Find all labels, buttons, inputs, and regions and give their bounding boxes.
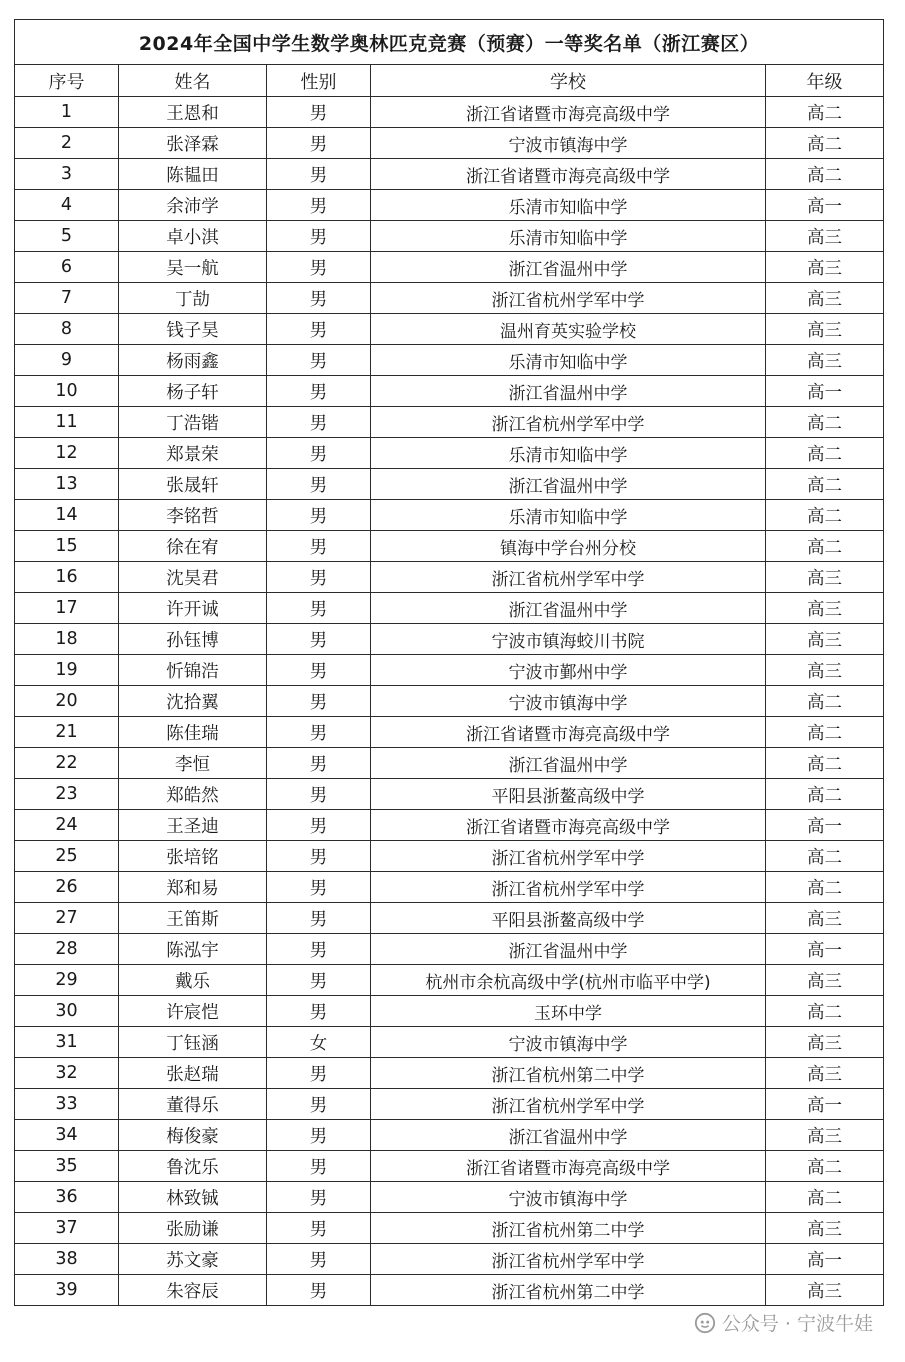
cell-school: 浙江省杭州第二中学 [371,1275,766,1306]
table-row [15,1089,884,1120]
table-row [15,1027,884,1058]
table-row [15,779,884,810]
cell-gender: 男 [267,872,371,903]
column-header-name: 姓名 [119,65,267,97]
table-row [15,996,884,1027]
cell-gender: 男 [267,221,371,252]
cell-grade: 高三 [766,562,884,593]
table-row [15,376,884,407]
cell-grade: 高二 [766,686,884,717]
cell-grade: 高一 [766,376,884,407]
cell-index: 26 [15,872,119,903]
cell-school: 浙江省杭州第二中学 [371,1213,766,1244]
cell-grade: 高二 [766,779,884,810]
cell-grade: 高三 [766,903,884,934]
table-row [15,469,884,500]
cell-grade: 高二 [766,407,884,438]
cell-name: 吴一航 [119,252,267,283]
cell-name: 卓小淇 [119,221,267,252]
cell-name: 沈昊君 [119,562,267,593]
cell-school: 浙江省杭州学军中学 [371,872,766,903]
cell-name: 李恒 [119,748,267,779]
cell-grade: 高三 [766,1058,884,1089]
cell-grade: 高三 [766,655,884,686]
cell-gender: 男 [267,562,371,593]
cell-school: 温州育英实验学校 [371,314,766,345]
cell-index: 18 [15,624,119,655]
cell-gender: 男 [267,1058,371,1089]
cell-name: 董得乐 [119,1089,267,1120]
cell-school: 玉环中学 [371,996,766,1027]
cell-gender: 男 [267,624,371,655]
table-row [15,841,884,872]
cell-school: 浙江省杭州学军中学 [371,1089,766,1120]
cell-school: 浙江省诸暨市海亮高级中学 [371,810,766,841]
cell-gender: 男 [267,1182,371,1213]
cell-gender: 男 [267,407,371,438]
cell-index: 30 [15,996,119,1027]
cell-index: 13 [15,469,119,500]
cell-gender: 男 [267,593,371,624]
cell-index: 8 [15,314,119,345]
cell-gender: 男 [267,810,371,841]
table-row [15,128,884,159]
cell-name: 鲁沈乐 [119,1151,267,1182]
cell-gender: 男 [267,376,371,407]
cell-gender: 男 [267,779,371,810]
cell-name: 张晟轩 [119,469,267,500]
cell-name: 陈泓宇 [119,934,267,965]
cell-school: 浙江省温州中学 [371,376,766,407]
table-row [15,934,884,965]
table-row [15,624,884,655]
cell-school: 乐清市知临中学 [371,190,766,221]
cell-gender: 女 [267,1027,371,1058]
award-table [14,19,884,1306]
cell-grade: 高二 [766,531,884,562]
cell-school: 浙江省杭州学军中学 [371,1244,766,1275]
cell-index: 7 [15,283,119,314]
cell-gender: 男 [267,1089,371,1120]
cell-grade: 高三 [766,1213,884,1244]
cell-gender: 男 [267,1275,371,1306]
cell-school: 宁波市鄞州中学 [371,655,766,686]
cell-name: 郑皓然 [119,779,267,810]
table-row [15,314,884,345]
cell-gender: 男 [267,1151,371,1182]
cell-school: 浙江省温州中学 [371,934,766,965]
cell-school: 浙江省杭州学军中学 [371,407,766,438]
cell-grade: 高三 [766,965,884,996]
cell-name: 王恩和 [119,97,267,128]
cell-gender: 男 [267,965,371,996]
cell-name: 张励谦 [119,1213,267,1244]
cell-name: 陈佳瑞 [119,717,267,748]
cell-gender: 男 [267,748,371,779]
cell-school: 浙江省杭州第二中学 [371,1058,766,1089]
cell-gender: 男 [267,686,371,717]
cell-index: 5 [15,221,119,252]
column-header-gender: 性别 [267,65,371,97]
cell-gender: 男 [267,500,371,531]
cell-school: 宁波市镇海蛟川书院 [371,624,766,655]
cell-name: 余沛学 [119,190,267,221]
cell-name: 沈拾翼 [119,686,267,717]
cell-school: 浙江省诸暨市海亮高级中学 [371,159,766,190]
table-row [15,221,884,252]
cell-index: 23 [15,779,119,810]
column-header-school: 学校 [371,65,766,97]
header-row [15,65,884,97]
cell-grade: 高三 [766,593,884,624]
cell-index: 12 [15,438,119,469]
cell-grade: 高二 [766,159,884,190]
cell-grade: 高二 [766,500,884,531]
cell-school: 宁波市镇海中学 [371,686,766,717]
cell-name: 忻锦浩 [119,655,267,686]
cell-school: 乐清市知临中学 [371,438,766,469]
cell-gender: 男 [267,283,371,314]
cell-index: 6 [15,252,119,283]
cell-name: 杨子轩 [119,376,267,407]
cell-name: 王圣迪 [119,810,267,841]
cell-index: 3 [15,159,119,190]
table-row [15,438,884,469]
cell-name: 孙钰博 [119,624,267,655]
cell-index: 10 [15,376,119,407]
cell-name: 梅俊豪 [119,1120,267,1151]
cell-gender: 男 [267,469,371,500]
cell-name: 丁劼 [119,283,267,314]
cell-index: 9 [15,345,119,376]
cell-gender: 男 [267,903,371,934]
table-body [15,97,884,1306]
cell-index: 4 [15,190,119,221]
cell-index: 32 [15,1058,119,1089]
cell-grade: 高三 [766,1275,884,1306]
cell-index: 34 [15,1120,119,1151]
cell-index: 22 [15,748,119,779]
cell-grade: 高三 [766,1120,884,1151]
cell-grade: 高二 [766,97,884,128]
cell-grade: 高一 [766,1244,884,1275]
cell-name: 钱子昊 [119,314,267,345]
cell-grade: 高二 [766,1151,884,1182]
cell-grade: 高一 [766,190,884,221]
cell-school: 杭州市余杭高级中学(杭州市临平中学) [371,965,766,996]
cell-grade: 高三 [766,345,884,376]
cell-index: 21 [15,717,119,748]
cell-name: 许宸恺 [119,996,267,1027]
table-row [15,748,884,779]
cell-index: 27 [15,903,119,934]
cell-grade: 高三 [766,221,884,252]
cell-name: 杨雨鑫 [119,345,267,376]
cell-name: 朱容辰 [119,1275,267,1306]
table-row [15,252,884,283]
cell-school: 镇海中学台州分校 [371,531,766,562]
cell-name: 郑和易 [119,872,267,903]
cell-index: 37 [15,1213,119,1244]
cell-school: 乐清市知临中学 [371,500,766,531]
cell-index: 20 [15,686,119,717]
cell-index: 28 [15,934,119,965]
cell-index: 14 [15,500,119,531]
table-row [15,1151,884,1182]
cell-name: 林致铖 [119,1182,267,1213]
cell-school: 乐清市知临中学 [371,221,766,252]
cell-index: 39 [15,1275,119,1306]
wechat-official-account-icon [694,1312,716,1334]
cell-index: 36 [15,1182,119,1213]
cell-school: 宁波市镇海中学 [371,1182,766,1213]
column-header-index: 序号 [15,65,119,97]
cell-index: 31 [15,1027,119,1058]
table-row [15,1182,884,1213]
award-list-sheet [14,19,883,1306]
table-row [15,965,884,996]
cell-name: 郑景荣 [119,438,267,469]
table-row [15,97,884,128]
cell-name: 陈韫田 [119,159,267,190]
cell-index: 11 [15,407,119,438]
cell-name: 王笛斯 [119,903,267,934]
cell-index: 15 [15,531,119,562]
cell-grade: 高三 [766,1027,884,1058]
cell-grade: 高二 [766,469,884,500]
cell-index: 25 [15,841,119,872]
cell-index: 35 [15,1151,119,1182]
cell-grade: 高二 [766,128,884,159]
cell-name: 张培铭 [119,841,267,872]
cell-gender: 男 [267,314,371,345]
table-row [15,593,884,624]
cell-school: 平阳县浙鳌高级中学 [371,779,766,810]
table-row [15,1058,884,1089]
cell-gender: 男 [267,128,371,159]
cell-gender: 男 [267,1120,371,1151]
cell-school: 浙江省诸暨市海亮高级中学 [371,717,766,748]
cell-grade: 高二 [766,717,884,748]
cell-grade: 高二 [766,748,884,779]
table-row [15,903,884,934]
cell-name: 许开诚 [119,593,267,624]
table-row [15,1275,884,1306]
cell-school: 浙江省诸暨市海亮高级中学 [371,1151,766,1182]
watermark [688,1307,879,1338]
cell-index: 19 [15,655,119,686]
table-row [15,531,884,562]
cell-grade: 高二 [766,841,884,872]
cell-index: 2 [15,128,119,159]
table-row [15,655,884,686]
cell-gender: 男 [267,531,371,562]
table-row [15,1213,884,1244]
cell-index: 16 [15,562,119,593]
cell-grade: 高二 [766,1182,884,1213]
cell-index: 24 [15,810,119,841]
cell-name: 戴乐 [119,965,267,996]
table-row [15,810,884,841]
table-title: 2024年全国中学生数学奥林匹克竞赛（预赛）一等奖名单（浙江赛区） [15,20,884,65]
cell-school: 宁波市镇海中学 [371,128,766,159]
cell-name: 丁浩锴 [119,407,267,438]
cell-gender: 男 [267,97,371,128]
table-row [15,190,884,221]
cell-grade: 高二 [766,996,884,1027]
cell-gender: 男 [267,1213,371,1244]
cell-grade: 高三 [766,283,884,314]
cell-grade: 高一 [766,810,884,841]
cell-gender: 男 [267,841,371,872]
cell-gender: 男 [267,934,371,965]
cell-gender: 男 [267,159,371,190]
cell-name: 丁钰涵 [119,1027,267,1058]
cell-name: 徐在宥 [119,531,267,562]
cell-school: 乐清市知临中学 [371,345,766,376]
cell-school: 浙江省杭州学军中学 [371,283,766,314]
cell-school: 浙江省温州中学 [371,593,766,624]
cell-name: 李铭哲 [119,500,267,531]
cell-gender: 男 [267,252,371,283]
cell-gender: 男 [267,655,371,686]
table-row [15,345,884,376]
table-row [15,159,884,190]
cell-grade: 高三 [766,314,884,345]
cell-grade: 高三 [766,252,884,283]
cell-index: 17 [15,593,119,624]
cell-gender: 男 [267,717,371,748]
column-header-grade: 年级 [766,65,884,97]
cell-grade: 高一 [766,934,884,965]
cell-school: 平阳县浙鳌高级中学 [371,903,766,934]
cell-gender: 男 [267,1244,371,1275]
table-row [15,872,884,903]
cell-school: 浙江省杭州学军中学 [371,562,766,593]
cell-grade: 高三 [766,624,884,655]
cell-grade: 高一 [766,1089,884,1120]
cell-school: 宁波市镇海中学 [371,1027,766,1058]
cell-grade: 高二 [766,872,884,903]
cell-grade: 高二 [766,438,884,469]
cell-school: 浙江省温州中学 [371,469,766,500]
cell-gender: 男 [267,996,371,1027]
cell-index: 1 [15,97,119,128]
table-row [15,562,884,593]
cell-index: 29 [15,965,119,996]
cell-school: 浙江省诸暨市海亮高级中学 [371,97,766,128]
cell-gender: 男 [267,438,371,469]
table-row [15,717,884,748]
cell-index: 33 [15,1089,119,1120]
table-row [15,1120,884,1151]
table-row [15,283,884,314]
cell-school: 浙江省温州中学 [371,1120,766,1151]
table-row [15,1244,884,1275]
table-row [15,686,884,717]
table-row [15,407,884,438]
cell-school: 浙江省杭州学军中学 [371,841,766,872]
table-row [15,500,884,531]
cell-name: 苏文豪 [119,1244,267,1275]
cell-index: 38 [15,1244,119,1275]
cell-gender: 男 [267,345,371,376]
cell-school: 浙江省温州中学 [371,252,766,283]
cell-school: 浙江省温州中学 [371,748,766,779]
cell-name: 张赵瑞 [119,1058,267,1089]
watermark-text: 公众号 · 宁波牛娃 [721,1313,873,1335]
cell-name: 张泽霖 [119,128,267,159]
cell-gender: 男 [267,190,371,221]
